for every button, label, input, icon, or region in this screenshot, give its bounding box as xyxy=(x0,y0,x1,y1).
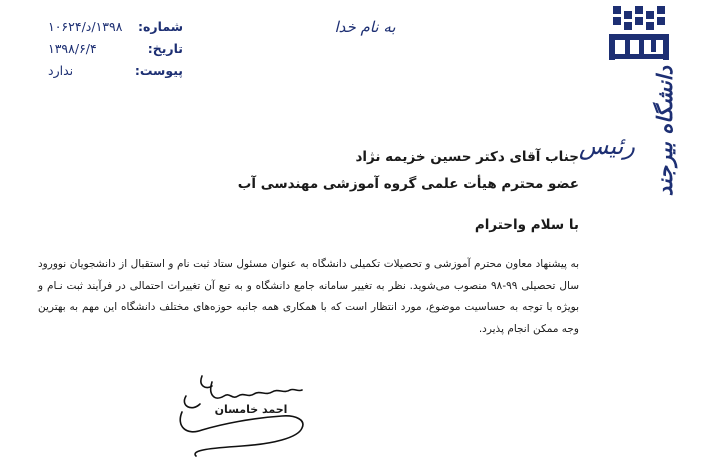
letter-meta xyxy=(48,16,183,82)
office-title: رئیس xyxy=(578,132,635,160)
meta-row-number xyxy=(48,16,183,38)
meta-attachment-value: ندارد xyxy=(48,63,74,78)
meta-row-date xyxy=(48,38,183,60)
greeting: با سلام واحترام xyxy=(474,217,579,233)
recipient-position: عضو محترم هیأت علمی گروه آموزشی مهندسی آب xyxy=(237,176,579,192)
meta-number-value: ۱۳۹۸/د/۱۰۶۲۴ xyxy=(48,19,123,34)
invocation: به نام خدا xyxy=(334,18,396,36)
meta-date-value: ۱۳۹۸/۶/۴ xyxy=(48,41,97,56)
recipient-name: جناب آقای دکتر حسین خزیمه نژاد xyxy=(355,149,579,165)
letter-body: به پیشنهاد معاون محترم آموزشی و تحصیلات تکمیلی دانشگاه به عنوان مسئول ستاد ثبت نام و استقبال از دانشجویان نوورود سال تحصیلی ۹۹-۹۸ منصوب می‌شوید. نظر به تغییر سامانه جامع دانشگاه و به تبع آن تغییرات احتمالی در فرآیند ثبت نـام و بویژه با توجه به حساسیت موضوع، مورد انتظار است که با همکاری همه جانبه حوزه‌های مختلف دانشگاه این مهم به بهترین وجه ممکن انجام پذیرد. xyxy=(38,258,579,335)
signer-name: احمد خامسان xyxy=(214,403,288,416)
meta-attachment-label: پیوست: xyxy=(134,63,183,78)
meta-date-label: تاریخ: xyxy=(147,41,183,56)
meta-number-label: شماره: xyxy=(138,19,183,34)
university-logo xyxy=(605,2,673,62)
meta-row-attachment xyxy=(48,60,183,82)
university-name: دانشگاه بیرجند xyxy=(652,66,677,197)
